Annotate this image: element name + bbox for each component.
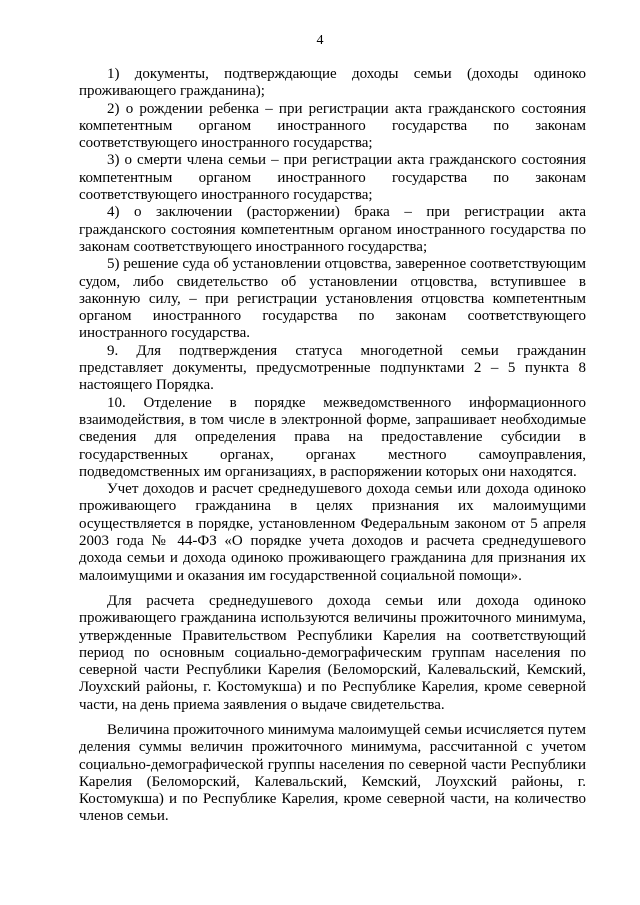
paragraph-family-member-death: 3) о смерти члена семьи – при регистрации акта гражданского состояния компетентным органом иностранного государства по законам соответствующего иностранного государства;: [79, 152, 586, 204]
paragraph-clause-10: 10. Отделение в порядке межведомственного информационного взаимодействия, в том числе в электронной форме, запрашивает необходимые сведения для определения права на предоставление субсидии в государственных органах, органах местного самоуправления, подведомственных им организациях, в распоряжении которых они находятся.: [79, 394, 586, 480]
paragraph-documents-income: 1) документы, подтверждающие доходы семьи (доходы одиноко проживающего гражданина);: [79, 66, 586, 100]
paragraph-subsistence-minimum-usage: Для расчета среднедушевого дохода семьи или дохода одиноко проживающего гражданина используются величины прожиточного минимума, утвержденные Правительством Республики Карелия на соответствующий период по основным социально-демографическим группам населения по северной части Республики Карелия (Беломорский, Калевальский, Кемский, Лоухский районы, г. Костомукша) и по Республике Карелия, кроме северной части, на день приема заявления о выдаче свидетельства.: [79, 592, 586, 713]
paragraph-paternity-court-decision: 5) решение суда об установлении отцовства, заверенное соответствующим судом, либо свидетельство об установлении отцовства, вступившее в законную силу, – при регистрации установления отцовства компетентным органом иностранного государства по законам соответствующего иностранного государства.: [79, 256, 586, 342]
document-body: [79, 66, 586, 826]
paragraph-subsistence-minimum-calculation: Величина прожиточного минимума малоимущей семьи исчисляется путем деления суммы величин прожиточного минимума, рассчитанной с учетом социально-демографической группы населения по северной части Республики Карелия (Беломорский, Калевальский, Кемский, Лоухский районы, г. Костомукша) и по Республике Карелия, кроме северной части, на количество членов семьи.: [79, 721, 586, 825]
paragraph-marriage: 4) о заключении (расторжении) брака – при регистрации акта гражданского состояния компетентным органом иностранного государства по законам соответствующего иностранного государства;: [79, 204, 586, 255]
page-number: 4: [316, 33, 324, 48]
paragraph-clause-9: 9. Для подтверждения статуса многодетной семьи гражданин представляет документы, предусмотренные подпунктами 2 – 5 пункта 8 настоящего Порядка.: [79, 342, 586, 394]
paragraph-child-birth: 2) о рождении ребенка – при регистрации акта гражданского состояния компетентным органом иностранного государства по законам соответствующего иностранного государства;: [79, 100, 586, 152]
paragraph-income-accounting: Учет доходов и расчет среднедушевого дохода семьи или дохода одиноко проживающего гражданина в целях признания их малоимущими осуществляется в порядке, установленном Федеральным законом от 5 апреля 2003 года № 44-ФЗ «О порядке учета доходов и расчета среднедушевого дохода семьи и дохода одиноко проживающего гражданина для признания их малоимущими и оказания им государственной социальной помощи».: [79, 481, 586, 584]
